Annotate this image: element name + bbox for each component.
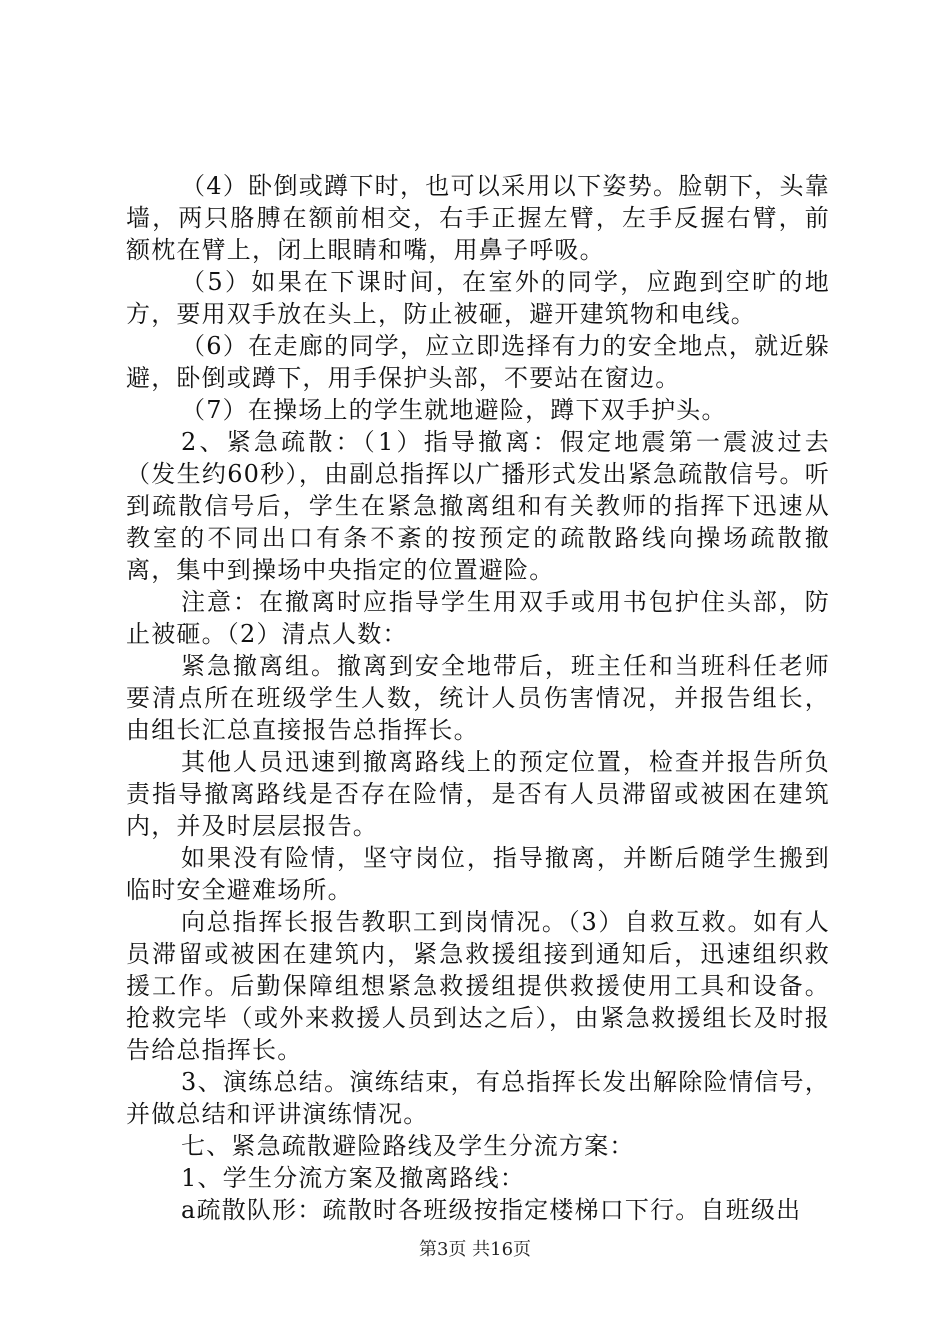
paragraph-evacuation-team: 紧急撤离组。撤离到安全地带后，班主任和当班科任老师要清点所在班级学生人数，统计人员伤害情况，并报告组长，由组长汇总直接报告总指挥长。	[126, 652, 830, 744]
paragraph-no-danger: 如果没有险情，坚守岗位，指导撤离，并断后随学生搬到临时安全避难场所。	[126, 844, 830, 904]
paragraph-evacuation: 2、紧急疏散：（1）指导撤离：假定地震第一震波过去（发生约60秒），由副总指挥以广播形式发出紧急疏散信号。听到疏散信号后，学生在紧急撤离组和有关教师的指挥下迅速从教室的不同出口有条不紊的按预定的疏散路线向操场疏散撤离，集中到操场中央指定的位置避险。	[126, 428, 830, 584]
paragraph-rescue: 向总指挥长报告教职工到岗情况。（3）自救互救。如有人员滞留或被困在建筑内，紧急救援组接到通知后，迅速组织救援工作。后勤保障组想紧急救援组提供救援使用工具和设备。抢救完毕（或外来救援人员到达之后），由紧急救援组长及时报告给总指挥长。	[126, 908, 830, 1064]
paragraph-corridor: （6）在走廊的同学，应立即选择有力的安全地点，就近躲避，卧倒或蹲下，用手保护头部，不要站在窗边。	[126, 332, 830, 392]
paragraph-note: 注意：在撤离时应指导学生用双手或用书包护住头部，防止被砸。（2）清点人数：	[126, 588, 830, 648]
subheading-diversion: 1、学生分流方案及撤离路线：	[181, 1164, 526, 1192]
section-heading-seven: 七、紧急疏散避险路线及学生分流方案：	[181, 1132, 635, 1160]
document-body	[126, 170, 830, 1226]
paragraph-other-staff: 其他人员迅速到撤离路线上的预定位置，检查并报告所负责指导撤离路线是否存在险情，是否有人员滞留或被困在建筑内，并及时层层报告。	[126, 748, 830, 840]
paragraph-formation: a疏散队形：疏散时各班级按指定楼梯口下行。自班级出	[181, 1196, 802, 1224]
page-footer: 第3页 共16页	[418, 1239, 532, 1260]
paragraph-outdoor: （5）如果在下课时间，在室外的同学，应跑到空旷的地方，要用双手放在头上，防止被砸，避开建筑物和电线。	[126, 268, 830, 328]
paragraph-posture: （4）卧倒或蹲下时，也可以采用以下姿势。脸朝下，头靠墙，两只胳膊在额前相交，右手正握左臂，左手反握右臂，前额枕在臂上，闭上眼睛和嘴，用鼻子呼吸。	[126, 172, 830, 264]
paragraph-playground: （7）在操场上的学生就地避险，蹲下双手护头。	[181, 396, 727, 424]
paragraph-summary: 3、演练总结。演练结束，有总指挥长发出解除险情信号，并做总结和评讲演练情况。	[126, 1068, 830, 1128]
